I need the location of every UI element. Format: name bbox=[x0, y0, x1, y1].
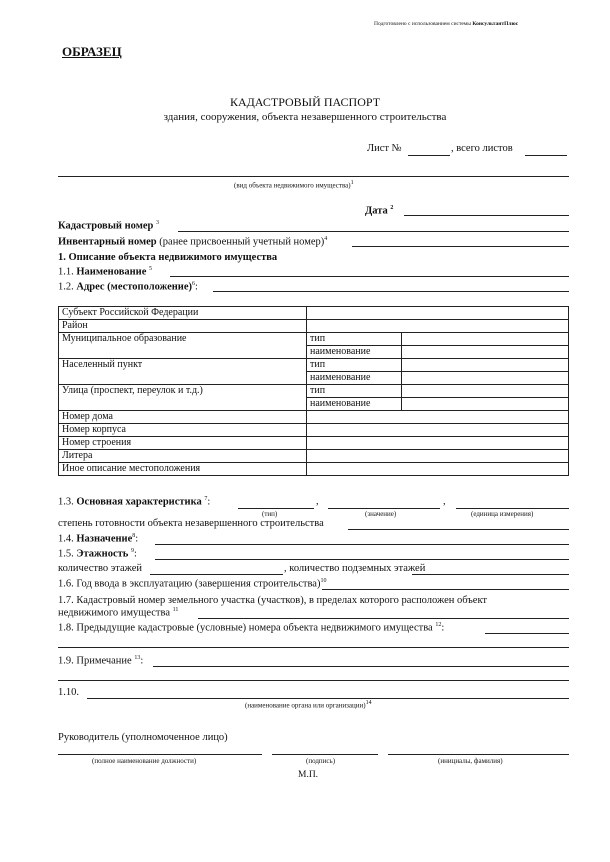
item-1-4: 1.4. Назначение$^8$: bbox=[58, 533, 139, 545]
cell-settlement: Населенный пункт bbox=[59, 359, 307, 385]
litera-value[interactable] bbox=[307, 450, 569, 463]
unit-caption: (единица измерения) bbox=[471, 510, 534, 518]
footnote-3: 3 bbox=[155, 220, 159, 226]
item-1-7-line2 bbox=[58, 607, 178, 619]
item-1-2: 1.2. Адрес (местоположение)$^6$: bbox=[58, 281, 198, 293]
sheet-label: Лист № bbox=[367, 143, 402, 154]
position-caption: (полное наименование должности) bbox=[92, 757, 197, 765]
item-1-6-text: 1.6. Год ввода в эксплуатацию (завершения строительства) bbox=[58, 578, 321, 590]
footnote-10: 10 bbox=[320, 578, 327, 584]
house-value[interactable] bbox=[307, 411, 569, 424]
readiness-label: степень готовности объекта незавершенного строительства bbox=[58, 518, 324, 529]
item-1-2-label: Адрес (местоположение) bbox=[76, 281, 192, 293]
sheet-total-label: , всего листов bbox=[451, 143, 513, 154]
footnote-2: 2 bbox=[390, 205, 394, 211]
head-label: Руководитель (уполномоченное лицо) bbox=[58, 732, 228, 743]
inventory-number-label-text: Инвентарный номер bbox=[58, 236, 157, 248]
comma-2: , bbox=[443, 496, 446, 507]
street-name-value[interactable] bbox=[402, 398, 569, 411]
footnote-11: 11 bbox=[172, 607, 179, 613]
item-1-10: 1.10. bbox=[58, 687, 79, 698]
address-table bbox=[58, 306, 569, 476]
notes-field-2[interactable] bbox=[58, 680, 569, 681]
date-label bbox=[365, 205, 393, 217]
sheet-total-field[interactable] bbox=[525, 155, 567, 156]
inventory-number-note: (ранее присвоенный учетный номер) bbox=[159, 236, 325, 248]
item-1-4-num: 1.4. bbox=[58, 533, 74, 545]
date-label-text: Дата bbox=[365, 205, 388, 217]
object-kind-caption-text: (вид объекта недвижимого имущества) bbox=[234, 181, 351, 190]
cell-type: тип bbox=[307, 333, 402, 346]
initials-field[interactable] bbox=[388, 754, 569, 755]
item-1-8: 1.8. Предыдущие кадастровые (условные) номера объекта недвижимого имущества $^{12}$: bbox=[58, 622, 445, 634]
object-kind-field[interactable] bbox=[58, 176, 569, 177]
footnote-13: 13 bbox=[134, 655, 141, 661]
cell-name: наименование bbox=[307, 372, 402, 385]
org-caption-text: (наименование органа или организации) bbox=[245, 701, 366, 710]
item-1-3-label: Основная характеристика bbox=[76, 496, 202, 508]
section1-title: 1. Описание объекта недвижимого имущества bbox=[58, 252, 278, 263]
footnote-4: 4 bbox=[324, 236, 328, 242]
floors-label: количество этажей bbox=[58, 563, 143, 574]
item-1-9-text: 1.9. Примечание bbox=[58, 655, 132, 667]
footnote-5: 5 bbox=[149, 266, 152, 272]
top-note-text: Подготовлено с использованием системы bbox=[374, 21, 471, 27]
char-type-field[interactable] bbox=[238, 508, 314, 509]
char-value-field[interactable] bbox=[328, 508, 440, 509]
signature-caption: (подпись) bbox=[306, 757, 336, 765]
stamp-label: М.П. bbox=[298, 770, 319, 780]
footnote-8: 8 bbox=[132, 533, 136, 539]
type-caption: (тип) bbox=[262, 510, 278, 518]
settlement-name-value[interactable] bbox=[402, 372, 569, 385]
comma-1: , bbox=[316, 496, 319, 507]
cell-other: Иное описание местоположения bbox=[59, 463, 307, 476]
item-1-1-label: Наименование bbox=[76, 266, 147, 278]
page-subtitle: здания, сооружения, объекта незавершенного строительства bbox=[163, 111, 447, 123]
top-note bbox=[374, 21, 518, 27]
cell-district: Район bbox=[59, 320, 307, 333]
underground-label: , количество подземных этажей bbox=[284, 563, 426, 574]
cadastral-number-field[interactable] bbox=[178, 231, 569, 232]
footnote-1: 1 bbox=[350, 180, 354, 186]
name-field[interactable] bbox=[170, 276, 569, 277]
footnote-14: 14 bbox=[365, 700, 372, 706]
item-1-6 bbox=[58, 578, 326, 590]
item-1-8-text: 1.8. Предыдущие кадастровые (условные) номера объекта недвижимого имущества bbox=[58, 622, 433, 634]
item-1-7-line1: 1.7. Кадастровый номер земельного участка (участков), в пределах которого расположен объект bbox=[58, 595, 488, 606]
cell-name: наименование bbox=[307, 346, 402, 359]
district-value[interactable] bbox=[307, 320, 569, 333]
inventory-number-label bbox=[58, 236, 327, 248]
previous-numbers-field[interactable] bbox=[485, 633, 569, 634]
cell-type: тип bbox=[307, 385, 402, 398]
item-1-5: 1.5. Этажность $^9$: bbox=[58, 548, 137, 560]
sample-heading: ОБРАЗЕЦ bbox=[62, 44, 122, 59]
cell-name: наименование bbox=[307, 398, 402, 411]
signature-field[interactable] bbox=[272, 754, 378, 755]
item-1-5-num: 1.5. bbox=[58, 548, 74, 560]
initials-caption: (инициалы, фамилия) bbox=[438, 757, 503, 765]
other-value[interactable] bbox=[307, 463, 569, 476]
cell-subject: Субъект Российской Федерации bbox=[59, 307, 307, 320]
cell-municipality: Муниципальное образование bbox=[59, 333, 307, 359]
settlement-type-value[interactable] bbox=[402, 359, 569, 372]
object-kind-caption bbox=[234, 180, 354, 189]
footnote-9: 9 bbox=[130, 548, 134, 554]
item-1-3-num: 1.3. bbox=[58, 496, 74, 508]
commissioning-year-field[interactable] bbox=[322, 589, 569, 590]
street-type-value[interactable] bbox=[402, 385, 569, 398]
address-field[interactable] bbox=[213, 291, 569, 292]
footnote-7: 7 bbox=[204, 496, 208, 502]
org-caption bbox=[245, 700, 372, 709]
cell-structure: Номер строения bbox=[59, 437, 307, 450]
cell-building: Номер корпуса bbox=[59, 424, 307, 437]
item-1-9: 1.9. Примечание $^{13}$: bbox=[58, 655, 144, 667]
municipality-name-value[interactable] bbox=[402, 346, 569, 359]
cell-litera: Литера bbox=[59, 450, 307, 463]
inventory-number-field[interactable] bbox=[352, 246, 569, 247]
cadastral-number-label bbox=[58, 220, 159, 232]
item-1-4-label: Назначение bbox=[76, 533, 133, 545]
cadastral-number-label-text: Кадастровый номер bbox=[58, 220, 154, 232]
notes-field[interactable] bbox=[153, 666, 569, 667]
item-1-3: 1.3. Основная характеристика $^7$: bbox=[58, 496, 211, 508]
floors-field[interactable] bbox=[150, 574, 283, 575]
readiness-field[interactable] bbox=[348, 529, 569, 530]
footnote-12: 12 bbox=[435, 622, 442, 628]
storeys-field[interactable] bbox=[155, 559, 569, 560]
cell-house: Номер дома bbox=[59, 411, 307, 424]
sheet-number-field[interactable] bbox=[408, 155, 450, 156]
land-plot-number-field[interactable] bbox=[198, 618, 569, 619]
value-caption: (значение) bbox=[365, 510, 397, 518]
building-value[interactable] bbox=[307, 424, 569, 437]
position-field[interactable] bbox=[58, 754, 262, 755]
footnote-6: 6 bbox=[191, 281, 195, 287]
underground-field[interactable] bbox=[412, 574, 569, 575]
structure-value[interactable] bbox=[307, 437, 569, 450]
previous-numbers-field-2[interactable] bbox=[58, 647, 569, 648]
municipality-type-value[interactable] bbox=[402, 333, 569, 346]
item-1-1 bbox=[58, 266, 152, 278]
page-title: КАДАСТРОВЫЙ ПАСПОРТ bbox=[229, 95, 381, 109]
subject-value[interactable] bbox=[307, 307, 569, 320]
char-unit-field[interactable] bbox=[456, 508, 569, 509]
purpose-field[interactable] bbox=[155, 544, 569, 545]
item-1-1-num: 1.1. bbox=[58, 266, 74, 278]
top-note-brand: КонсультантПлюс bbox=[472, 21, 519, 27]
cell-type: тип bbox=[307, 359, 402, 372]
item-1-7-line2-text: недвижимого имущества bbox=[58, 607, 170, 619]
item-1-5-label: Этажность bbox=[76, 548, 129, 560]
date-field[interactable] bbox=[404, 215, 569, 216]
item-1-2-num: 1.2. bbox=[58, 281, 74, 293]
organization-field[interactable] bbox=[87, 698, 569, 699]
cell-street: Улица (проспект, переулок и т.д.) bbox=[59, 385, 307, 411]
